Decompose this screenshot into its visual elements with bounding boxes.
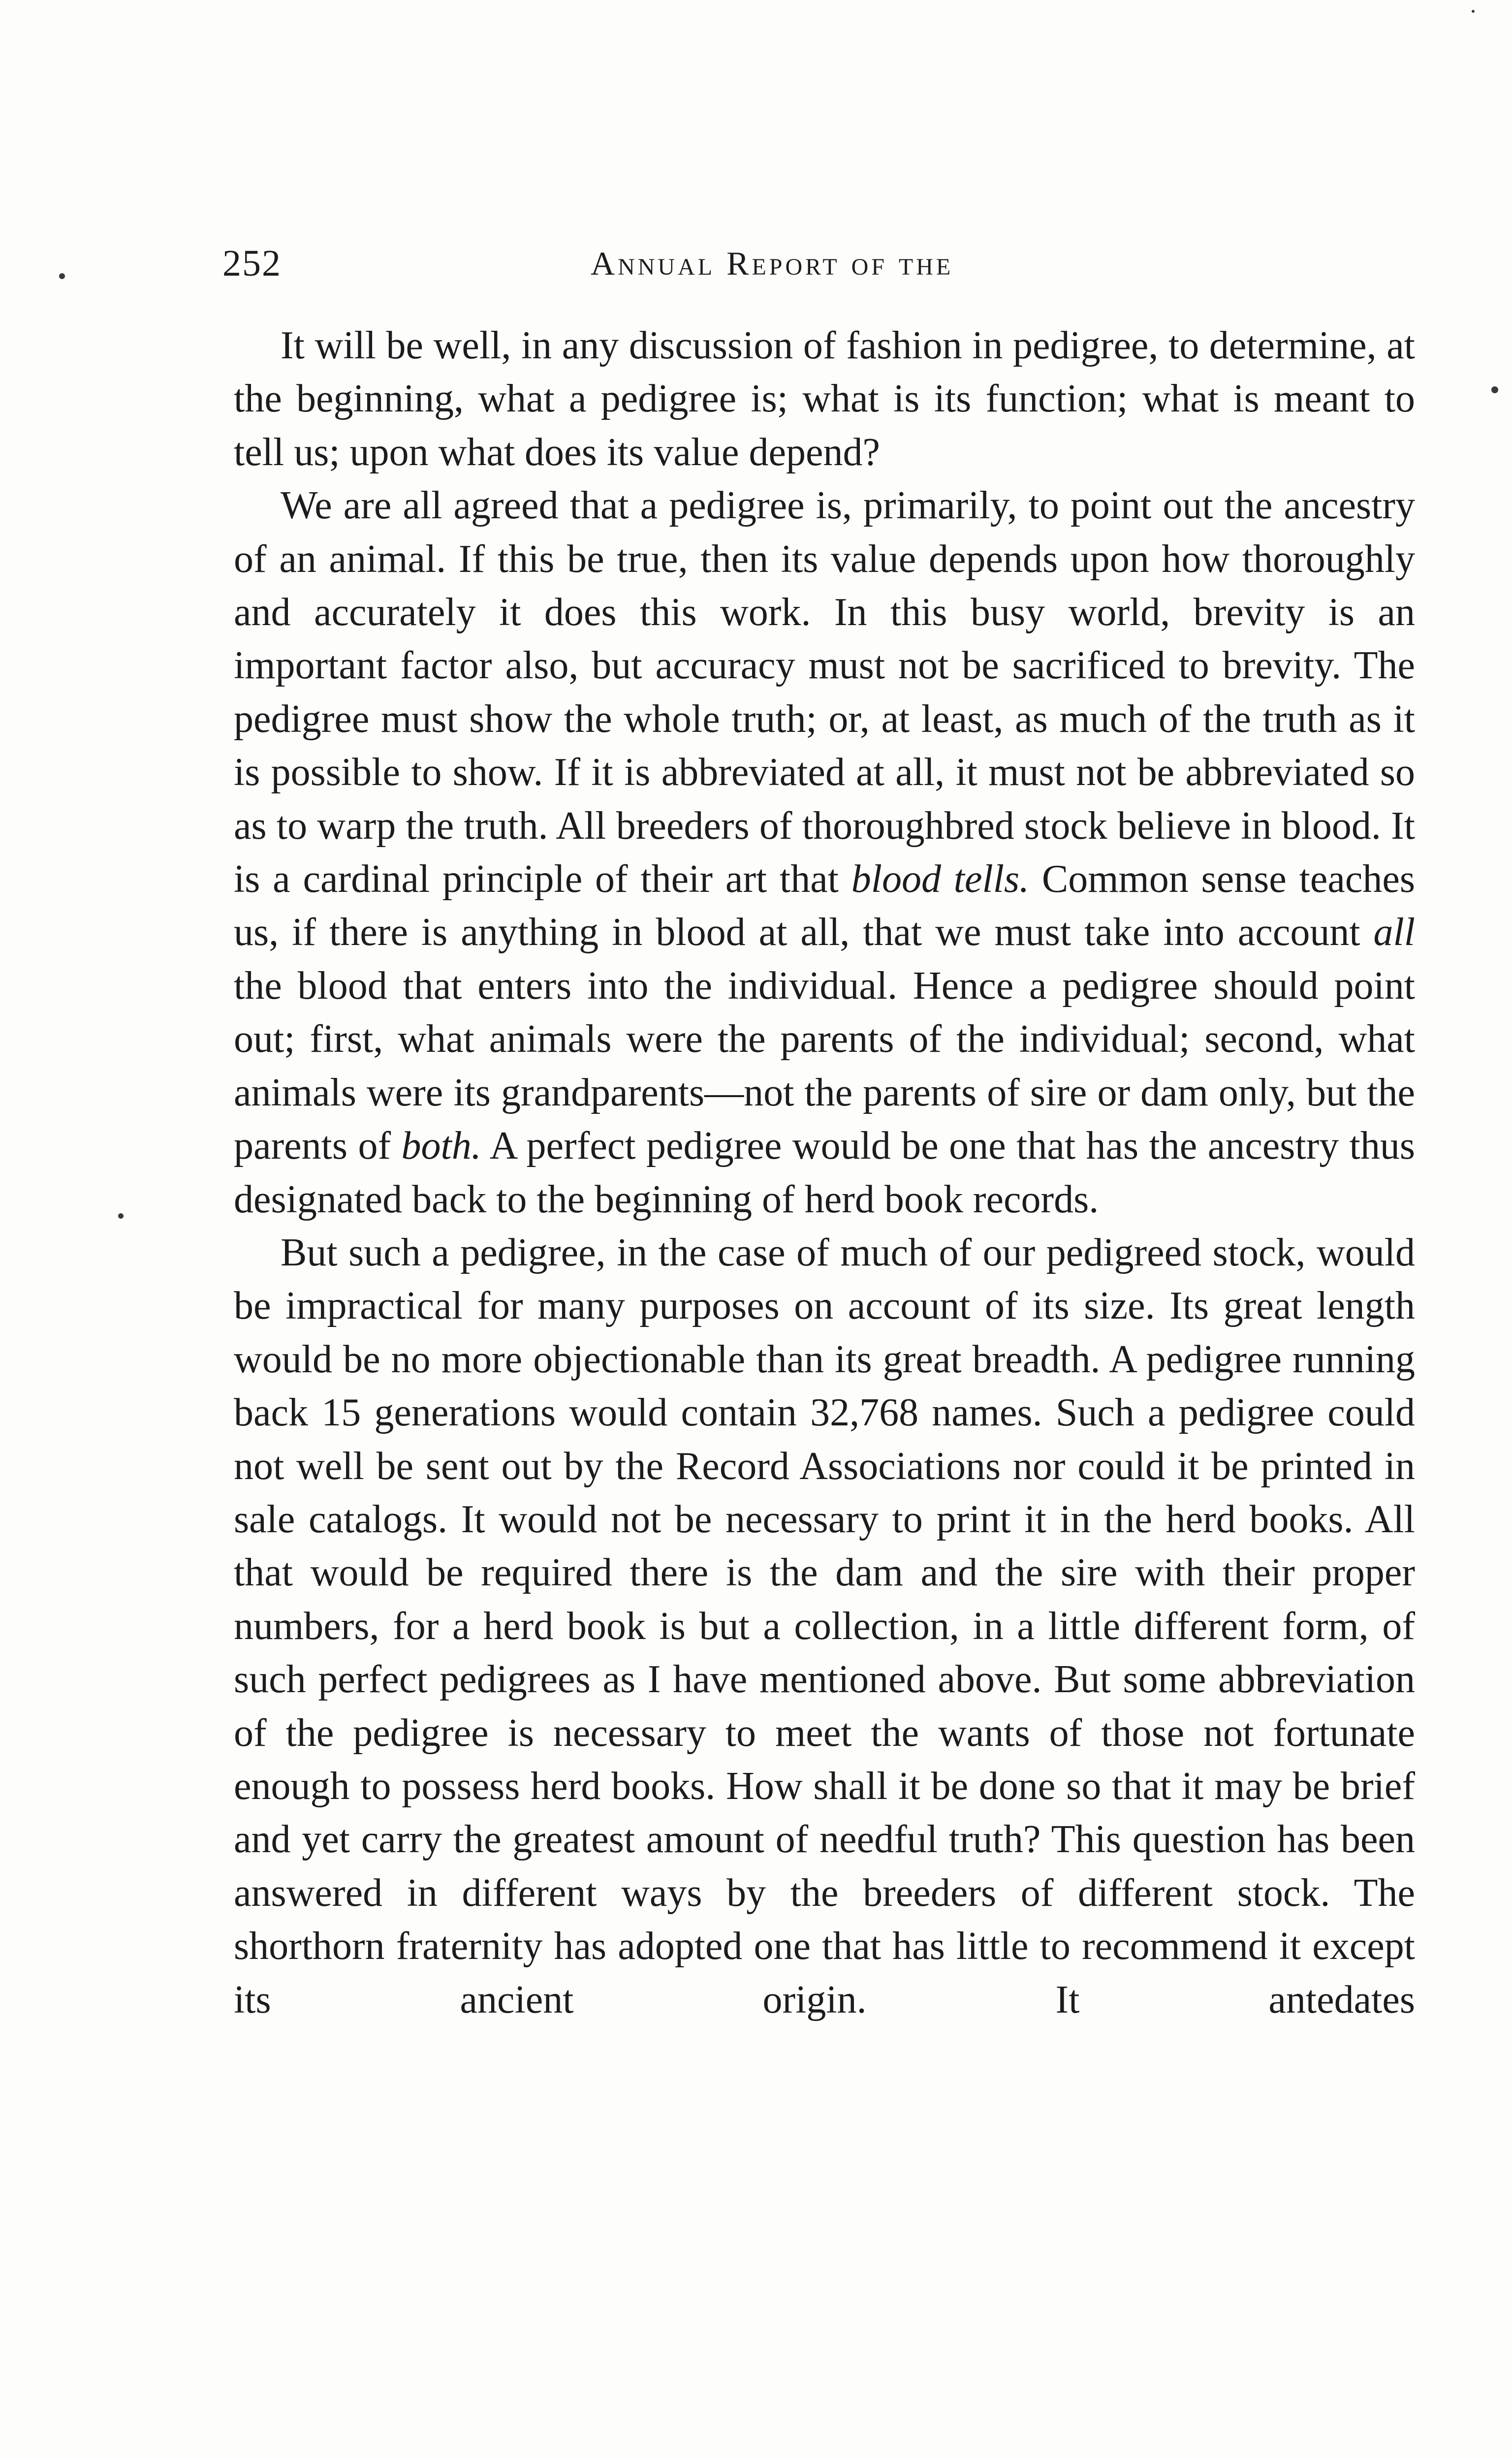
italic-text: blood tells.	[851, 857, 1030, 901]
ink-speck	[1491, 386, 1498, 393]
text-run: the blood that enters into the individual. Hence a pedigree should point out; first, what animals were the parents of the individual; second, what animals were its grandparents—not the parents of sire or dam only, but the parents of	[234, 964, 1415, 1168]
text-run: It will be well, in any discussion of fashion in pedigree, to determine, at the beginning, what a pedigree is; what is its function; what is meant to tell us; upon what does its value depend?	[234, 324, 1415, 474]
ink-speck	[59, 273, 65, 279]
ink-speck	[118, 1213, 124, 1219]
text-run: But such a pedigree, in the case of much of our pedigreed stock, would be impractical for many purposes on account of its size. Its great length would be no more objectionable than its great breadth. A pedigree running back 15 generations would contain 32,768 names. Such a pedigree could not well be sent out by the Record Associations nor could it be printed in sale catalogs. It would not be necessary to print it in the herd books. All that would be required there is the dam and the sire with their proper numbers, for a herd book is but a collection, in a little different form, of such perfect pedigrees as I have mentioned above. But some abbreviation of the pedigree is necessary to meet the wants of those not fortunate enough to possess herd books. How shall it be done so that it may be brief and yet carry the greatest amount of needful truth? This question has been answered in different ways by the breeders of different stock. The shorthorn fraternity has adopted one that has little to recommend it except its ancient origin. It antedates	[234, 1230, 1415, 2021]
paragraph	[234, 319, 1415, 479]
running-head	[222, 236, 1414, 290]
running-title: Annual Report of the	[591, 245, 954, 282]
text-run: A perfect pedigree would be one that has the ancestry thus designated back to the beginning of herd book records.	[234, 1124, 1416, 1221]
body-text	[234, 319, 1415, 2026]
page-number: 252	[222, 243, 282, 284]
ink-speck	[1472, 10, 1475, 13]
text-run: Common sense teaches us, if there is anything in blood at all, that we must take into account	[234, 857, 1415, 954]
paragraph	[234, 1226, 1415, 2026]
paragraph	[234, 479, 1415, 1226]
text-run: We are all agreed that a pedigree is, primarily, to point out the ancestry of an animal. If this be true, then its value depends upon how thoroughly and accurately it does this work. In this busy world, brevity is an important factor also, but accuracy must not be sacrificed to brevity. The pedigree must show the whole truth; or, at least, as much of the truth as it is possible to show. If it is abbreviated at all, it must not be abbreviated so as to warp the truth. All breeders of thoroughbred stock believe in blood. It is a cardinal principle of their art that	[234, 484, 1415, 901]
italic-text: both.	[401, 1124, 481, 1168]
italic-text: all	[1373, 911, 1415, 954]
